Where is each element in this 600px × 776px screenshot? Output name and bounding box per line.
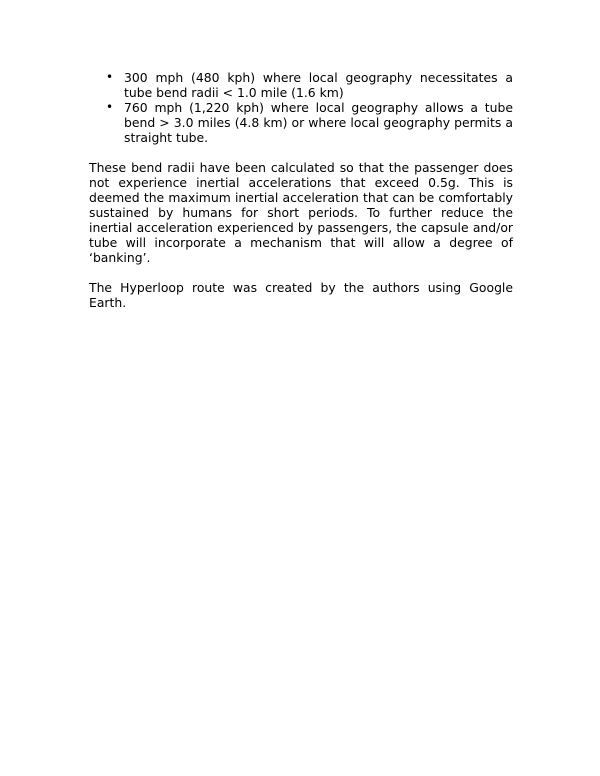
page-content: [89, 70, 513, 310]
bend-radii-paragraph: These bend radii have been calculated so that the passenger does not experience inertial accelerations that exceed 0.5g. This is deemed the maximum inertial acceleration that can be comfortably sustained by humans for short periods. To further reduce the inertial acceleration experienced by passengers, the capsule and/or tube will incorporate a mechanism that will allow a degree of ‘banking’.: [89, 160, 513, 265]
bullet-item-300mph: [89, 70, 513, 100]
bullet-item-760mph: [89, 100, 513, 145]
route-paragraph: The Hyperloop route was created by the authors using Google Earth.: [89, 280, 513, 310]
speed-bullet-list: [89, 70, 513, 145]
bullet-text: 300 mph (480 kph) where local geography necessitates a tube bend radii < 1.0 mile (1.6 km): [124, 70, 513, 100]
bullet-icon: •: [106, 70, 114, 84]
bullet-icon: •: [106, 100, 114, 114]
bullet-text: 760 mph (1,220 kph) where local geography allows a tube bend > 3.0 miles (4.8 km) or where local geography permits a straight tube.: [124, 100, 513, 145]
